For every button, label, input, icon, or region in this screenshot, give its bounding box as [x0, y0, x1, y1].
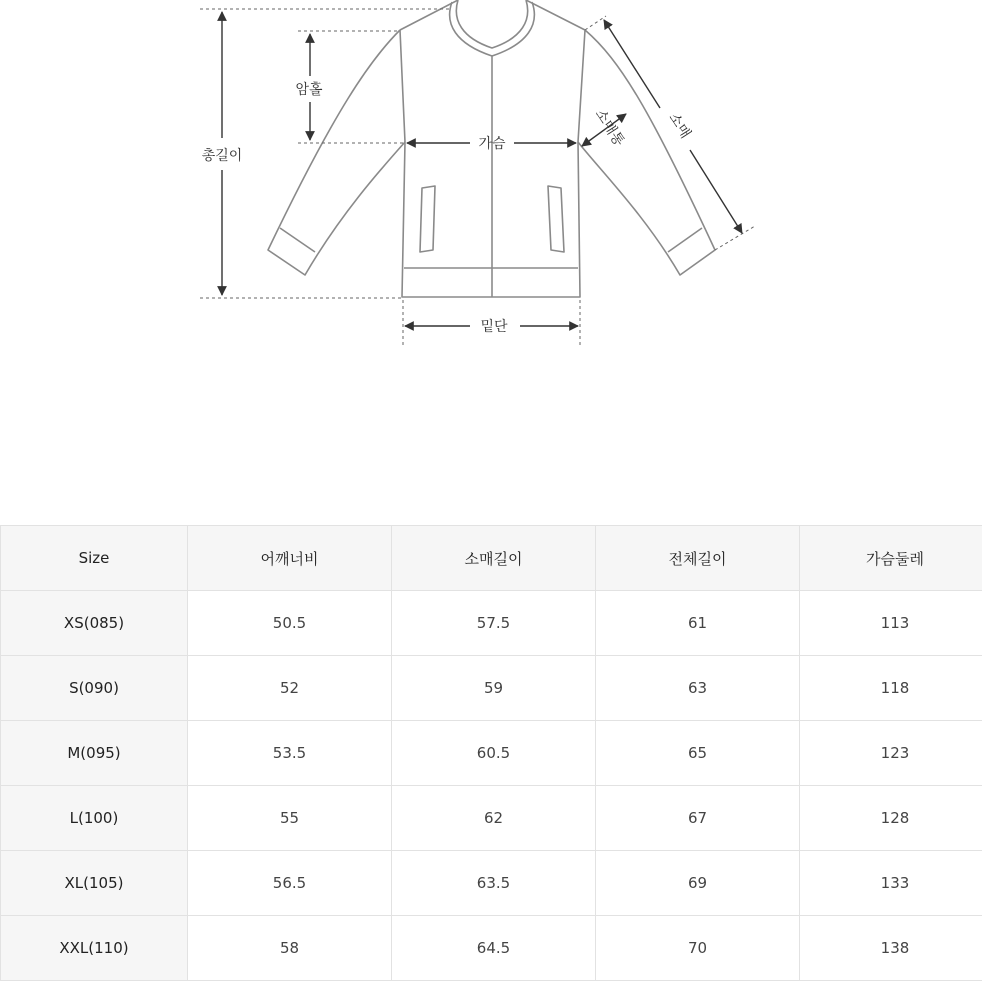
- table-row: [1, 656, 982, 721]
- cell-shoulder: 58: [188, 916, 392, 981]
- cell-sleeve: 62: [392, 786, 596, 851]
- label-armhole: 암홀: [295, 82, 323, 98]
- label-chest: 가슴: [478, 136, 506, 152]
- table-row: [1, 721, 982, 786]
- table-header-row: [1, 526, 982, 591]
- cell-chest: 128: [800, 786, 982, 851]
- cell-chest: 133: [800, 851, 982, 916]
- cell-length: 67: [596, 786, 800, 851]
- cell-chest: 123: [800, 721, 982, 786]
- table-row: [1, 851, 982, 916]
- cell-shoulder: 50.5: [188, 591, 392, 656]
- header-total-length: 전체길이: [596, 526, 800, 591]
- table-row: [1, 591, 982, 656]
- table-row: [1, 786, 982, 851]
- cell-shoulder: 53.5: [188, 721, 392, 786]
- cell-length: 61: [596, 591, 800, 656]
- cell-length: 69: [596, 851, 800, 916]
- cell-size: XXL(110): [1, 916, 188, 981]
- cell-chest: 138: [800, 916, 982, 981]
- header-sleeve-length: 소매길이: [392, 526, 596, 591]
- cell-size: L(100): [1, 786, 188, 851]
- label-sleeve: 소매: [665, 110, 694, 142]
- cell-sleeve: 57.5: [392, 591, 596, 656]
- cell-length: 70: [596, 916, 800, 981]
- cell-shoulder: 55: [188, 786, 392, 851]
- jacket-measurement-diagram: [0, 0, 982, 400]
- cell-sleeve: 59: [392, 656, 596, 721]
- cell-size: S(090): [1, 656, 188, 721]
- cell-chest: 118: [800, 656, 982, 721]
- header-chest: 가슴둘레: [800, 526, 982, 591]
- cell-sleeve: 60.5: [392, 721, 596, 786]
- cell-shoulder: 56.5: [188, 851, 392, 916]
- size-table: [0, 525, 982, 981]
- cell-size: XL(105): [1, 851, 188, 916]
- cell-size: XS(085): [1, 591, 188, 656]
- measure-arrows: [222, 12, 742, 326]
- table-row: [1, 916, 982, 981]
- label-total-length: 총길이: [201, 148, 243, 164]
- cell-size: M(095): [1, 721, 188, 786]
- cell-length: 65: [596, 721, 800, 786]
- header-size: Size: [1, 526, 188, 591]
- label-sleeve-width: 소매통: [591, 106, 628, 150]
- cell-sleeve: 63.5: [392, 851, 596, 916]
- cell-chest: 113: [800, 591, 982, 656]
- header-shoulder-width: 어깨너비: [188, 526, 392, 591]
- label-hem: 밑단: [480, 319, 508, 335]
- cell-length: 63: [596, 656, 800, 721]
- cell-sleeve: 64.5: [392, 916, 596, 981]
- cell-shoulder: 52: [188, 656, 392, 721]
